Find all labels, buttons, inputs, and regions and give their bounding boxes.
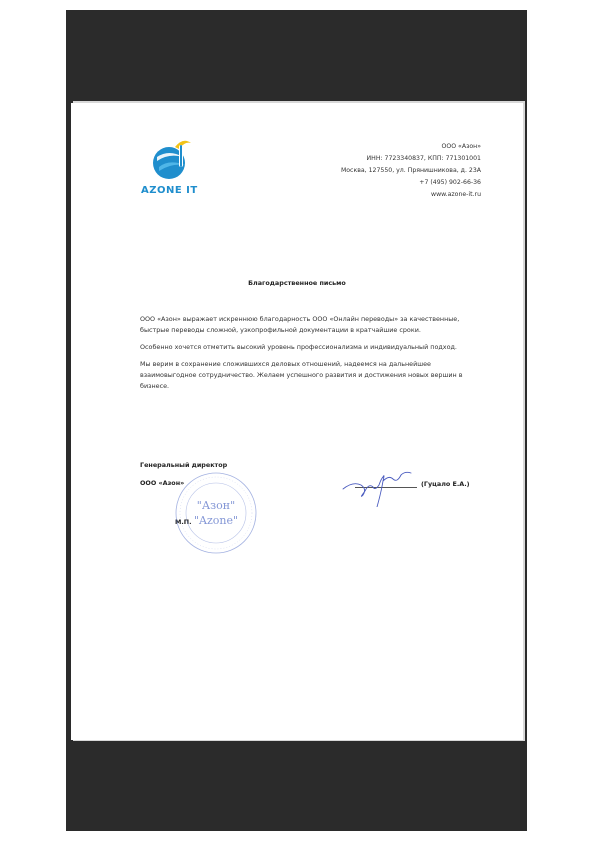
company-stamp [174,471,258,555]
letter-page [71,103,523,740]
company-details [341,141,481,201]
paragraph: ООО «Азон» выражает искреннюю благодарность ООО «Онлайн переводы» за качественные, быстрые переводы сложной, узкопрофильной документации в кратчайшие сроки. [140,315,460,334]
signatory-company: ООО «Азон» [140,479,185,487]
seal-place-label: М.П. [175,518,192,526]
letter-title: Благодарственное письмо [248,279,346,287]
stamp-text-line1: "Азон" [196,499,236,512]
paragraph: Особенно хочется отметить высокий уровень профессионализма и индивидуальный подход. [140,343,457,351]
letter-body [140,314,476,398]
company-tax-ids: ИНН: 7723340837, КПП: 771301001 [366,155,481,162]
signatory-position: Генеральный директор [140,461,228,469]
paragraph: Мы верим в сохранение сложившихся деловых отношений, надеемся на дальнейшее взаимовыгодное сотрудничество. Желаем успешного развития и достижения новых вершин в бизнесе. [140,360,463,390]
signatory-name: (Гуцало Е.А.) [421,480,470,488]
company-phone: +7 (495) 902-66-36 [419,179,481,186]
stamp-text-line2: "Azone" [193,514,239,527]
handwritten-signature [339,467,419,507]
company-address: Москва, 127550, ул. Прянишникова, д. 23А [340,167,481,174]
company-website: www.azone-it.ru [431,191,481,198]
logo-wordmark: AZONE IT [141,185,198,196]
company-logo [141,135,221,205]
logo-icon [149,135,197,181]
company-name: ООО «Азон» [441,143,481,150]
